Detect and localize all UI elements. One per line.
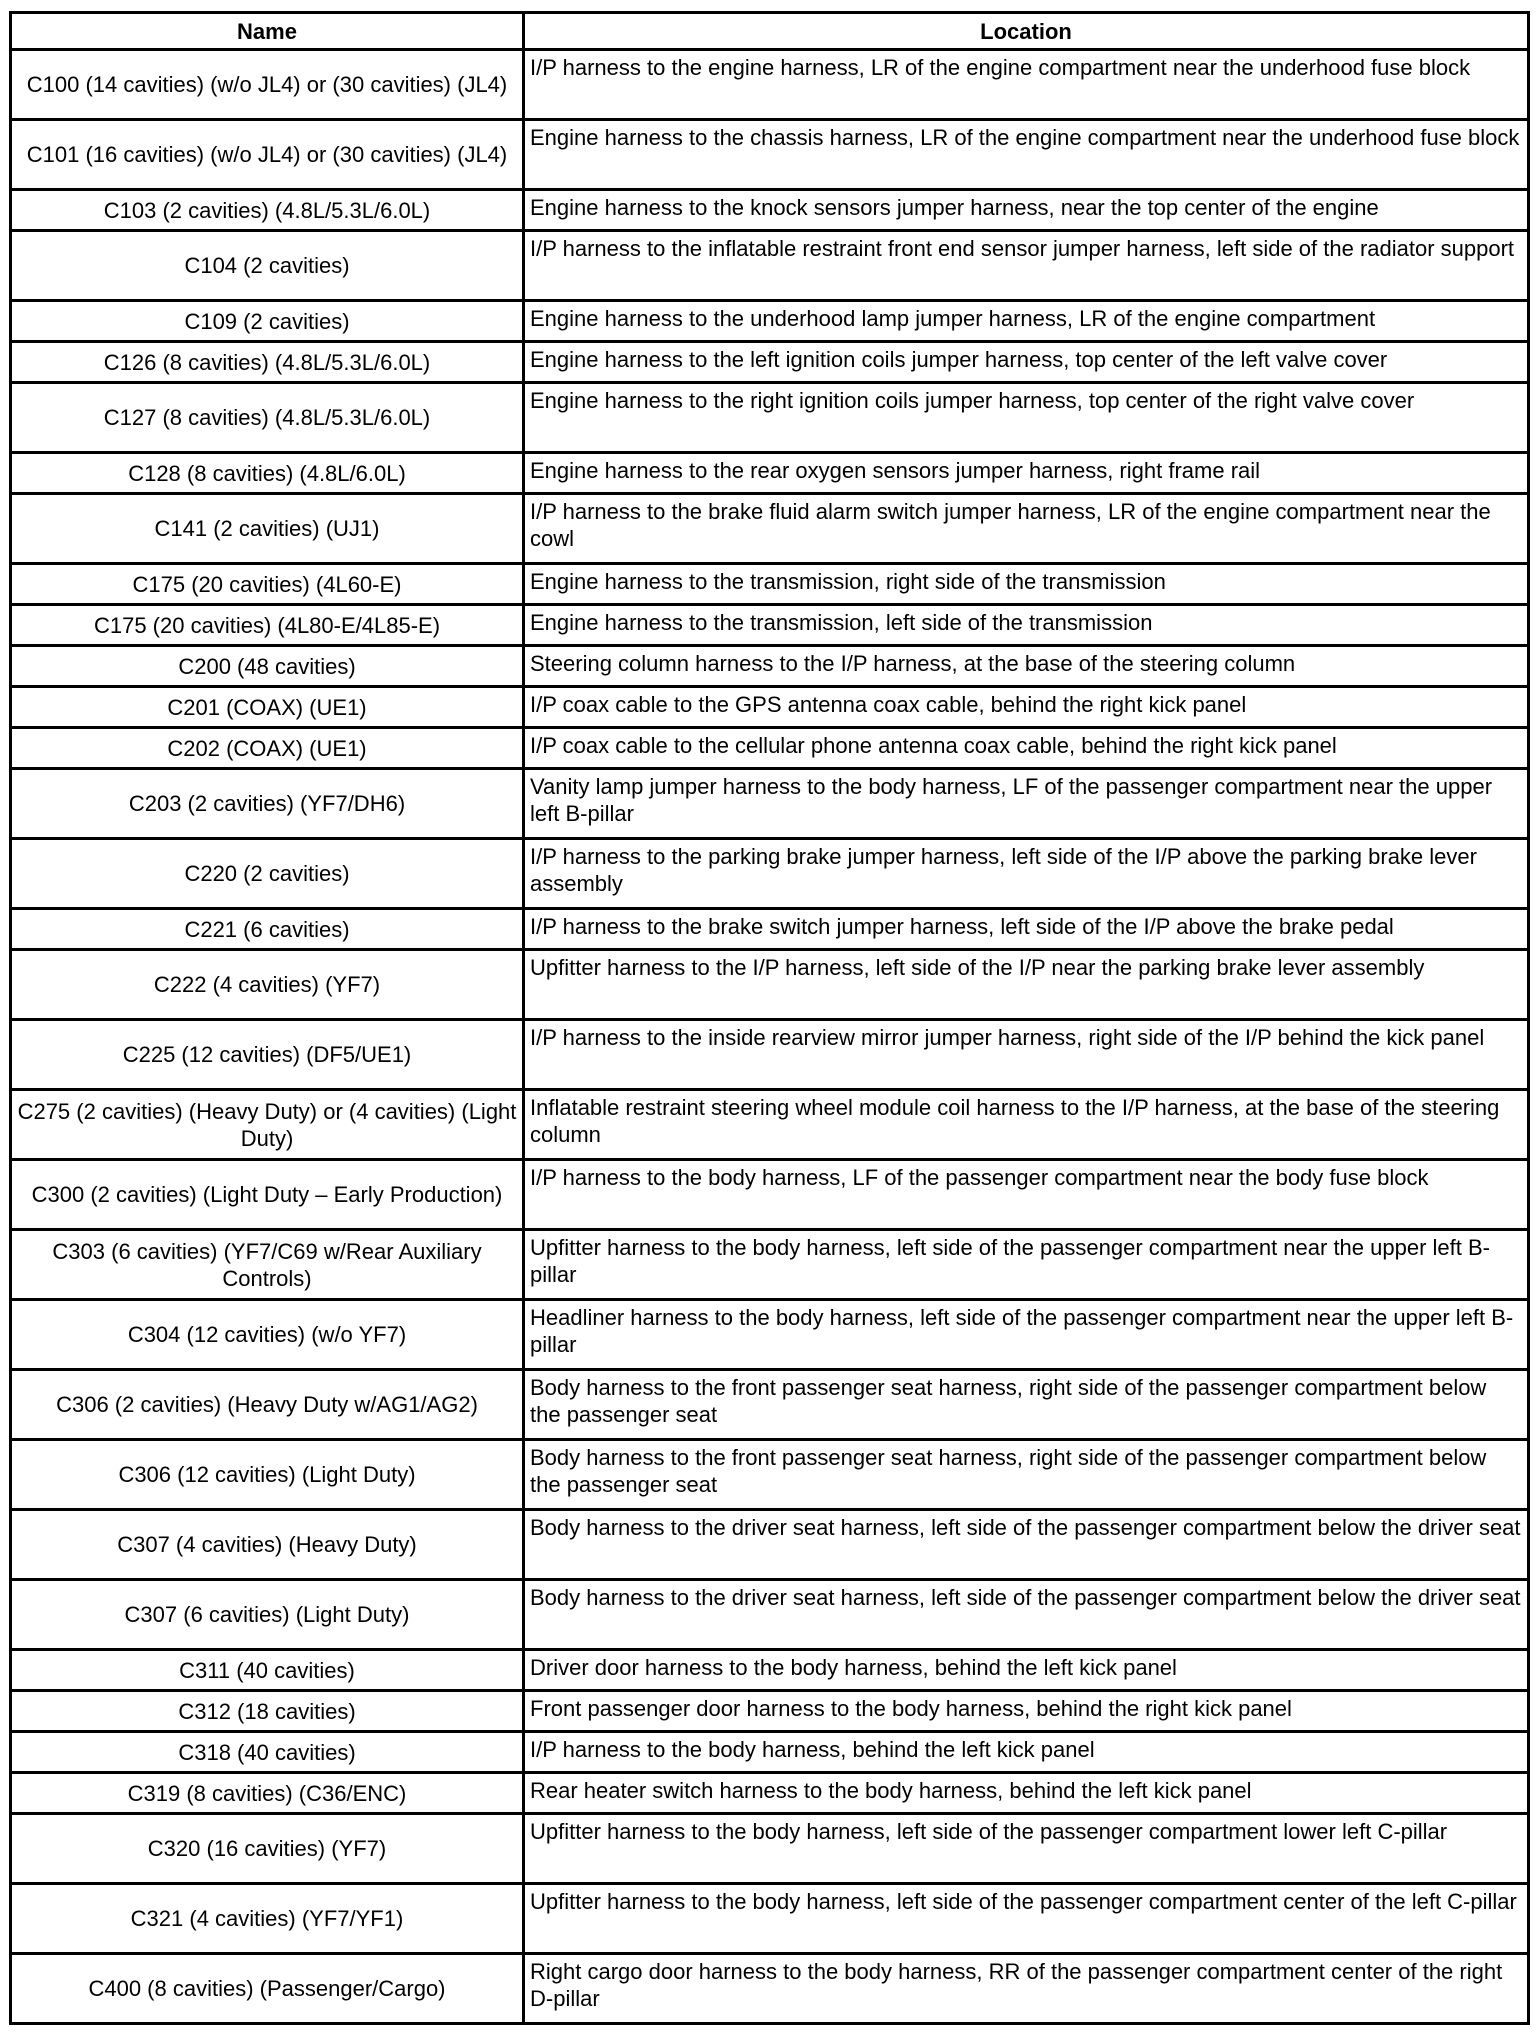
connector-name: C225 (12 cavities) (DF5/UE1)	[11, 1020, 524, 1090]
connector-name: C220 (2 cavities)	[11, 839, 524, 909]
connector-name: C275 (2 cavities) (Heavy Duty) or (4 cavities) (Light Duty)	[11, 1090, 524, 1160]
connector-location: Steering column harness to the I/P harness, at the base of the steering column	[524, 646, 1529, 687]
connector-name: C306 (12 cavities) (Light Duty)	[11, 1440, 524, 1510]
table-row	[11, 342, 1529, 383]
connector-location-page	[9, 11, 1527, 2025]
connector-name: C400 (8 cavities) (Passenger/Cargo)	[11, 1954, 524, 2024]
connector-name: C319 (8 cavities) (C36/ENC)	[11, 1773, 524, 1814]
connector-location: Upfitter harness to the body harness, left side of the passenger compartment center of the left C-pillar	[524, 1884, 1529, 1954]
table-row	[11, 839, 1529, 909]
connector-name: C103 (2 cavities) (4.8L/5.3L/6.0L)	[11, 190, 524, 231]
table-row	[11, 120, 1529, 190]
connector-name: C126 (8 cavities) (4.8L/5.3L/6.0L)	[11, 342, 524, 383]
table-row	[11, 1954, 1529, 2024]
connector-location: Engine harness to the knock sensors jumper harness, near the top center of the engine	[524, 190, 1529, 231]
connector-location: Engine harness to the underhood lamp jumper harness, LR of the engine compartment	[524, 301, 1529, 342]
connector-name: C202 (COAX) (UE1)	[11, 728, 524, 769]
connector-name: C175 (20 cavities) (4L60-E)	[11, 564, 524, 605]
connector-location: I/P harness to the brake switch jumper harness, left side of the I/P above the brake pedal	[524, 909, 1529, 950]
connector-location: I/P harness to the parking brake jumper harness, left side of the I/P above the parking brake lever assembly	[524, 839, 1529, 909]
connector-location: I/P harness to the engine harness, LR of the engine compartment near the underhood fuse block	[524, 50, 1529, 120]
connector-location: Driver door harness to the body harness, behind the left kick panel	[524, 1650, 1529, 1691]
connector-name: C200 (48 cavities)	[11, 646, 524, 687]
connector-name: C306 (2 cavities) (Heavy Duty w/AG1/AG2)	[11, 1370, 524, 1440]
connector-location: I/P harness to the inflatable restraint front end sensor jumper harness, left side of the radiator support	[524, 231, 1529, 301]
connector-location: I/P coax cable to the cellular phone antenna coax cable, behind the right kick panel	[524, 728, 1529, 769]
connector-name: C300 (2 cavities) (Light Duty – Early Production)	[11, 1160, 524, 1230]
table-row	[11, 1160, 1529, 1230]
connector-location: Engine harness to the right ignition coils jumper harness, top center of the right valve cover	[524, 383, 1529, 453]
header-name: Name	[11, 13, 524, 50]
connector-location: I/P harness to the inside rearview mirror jumper harness, right side of the I/P behind the kick panel	[524, 1020, 1529, 1090]
table-row	[11, 728, 1529, 769]
connector-location: Vanity lamp jumper harness to the body harness, LF of the passenger compartment near the upper left B-pillar	[524, 769, 1529, 839]
table-row	[11, 1020, 1529, 1090]
table-row	[11, 950, 1529, 1020]
connector-location: Body harness to the driver seat harness, left side of the passenger compartment below the driver seat	[524, 1510, 1529, 1580]
connector-name: C203 (2 cavities) (YF7/DH6)	[11, 769, 524, 839]
connector-location: I/P harness to the body harness, LF of the passenger compartment near the body fuse block	[524, 1160, 1529, 1230]
table-row	[11, 453, 1529, 494]
connector-location: Headliner harness to the body harness, left side of the passenger compartment near the upper left B-pillar	[524, 1300, 1529, 1370]
table-row	[11, 1732, 1529, 1773]
connector-location: Front passenger door harness to the body harness, behind the right kick panel	[524, 1691, 1529, 1732]
connector-location: Upfitter harness to the body harness, left side of the passenger compartment near the upper left B-pillar	[524, 1230, 1529, 1300]
connector-name: C109 (2 cavities)	[11, 301, 524, 342]
table-row	[11, 231, 1529, 301]
connector-name: C307 (6 cavities) (Light Duty)	[11, 1580, 524, 1650]
table-row	[11, 301, 1529, 342]
table-row	[11, 1370, 1529, 1440]
connector-name: C222 (4 cavities) (YF7)	[11, 950, 524, 1020]
connector-name: C311 (40 cavities)	[11, 1650, 524, 1691]
table-row	[11, 190, 1529, 231]
connector-location: I/P harness to the brake fluid alarm switch jumper harness, LR of the engine compartment near the cowl	[524, 494, 1529, 564]
connector-location-table	[9, 11, 1530, 2025]
connector-name: C128 (8 cavities) (4.8L/6.0L)	[11, 453, 524, 494]
connector-name: C303 (6 cavities) (YF7/C69 w/Rear Auxiliary Controls)	[11, 1230, 524, 1300]
table-row	[11, 383, 1529, 453]
connector-name: C201 (COAX) (UE1)	[11, 687, 524, 728]
header-location: Location	[524, 13, 1529, 50]
connector-name: C318 (40 cavities)	[11, 1732, 524, 1773]
table-row	[11, 1650, 1529, 1691]
connector-location: Body harness to the driver seat harness, left side of the passenger compartment below the driver seat	[524, 1580, 1529, 1650]
connector-location: Upfitter harness to the body harness, left side of the passenger compartment lower left C-pillar	[524, 1814, 1529, 1884]
connector-location: Rear heater switch harness to the body harness, behind the left kick panel	[524, 1773, 1529, 1814]
connector-name: C320 (16 cavities) (YF7)	[11, 1814, 524, 1884]
table-row	[11, 1884, 1529, 1954]
connector-name: C221 (6 cavities)	[11, 909, 524, 950]
table-row	[11, 1230, 1529, 1300]
table-row	[11, 1691, 1529, 1732]
table-row	[11, 50, 1529, 120]
connector-name: C175 (20 cavities) (4L80-E/4L85-E)	[11, 605, 524, 646]
connector-location: I/P coax cable to the GPS antenna coax cable, behind the right kick panel	[524, 687, 1529, 728]
connector-name: C100 (14 cavities) (w/o JL4) or (30 cavities) (JL4)	[11, 50, 524, 120]
table-row	[11, 1090, 1529, 1160]
connector-location: Body harness to the front passenger seat harness, right side of the passenger compartment below the passenger seat	[524, 1440, 1529, 1510]
connector-location: Engine harness to the left ignition coils jumper harness, top center of the left valve cover	[524, 342, 1529, 383]
connector-location: Upfitter harness to the I/P harness, left side of the I/P near the parking brake lever assembly	[524, 950, 1529, 1020]
table-row	[11, 494, 1529, 564]
table-row	[11, 687, 1529, 728]
table-row	[11, 1300, 1529, 1370]
table-row	[11, 909, 1529, 950]
connector-location: Engine harness to the chassis harness, LR of the engine compartment near the underhood fuse block	[524, 120, 1529, 190]
connector-location: Engine harness to the transmission, right side of the transmission	[524, 564, 1529, 605]
connector-name: C127 (8 cavities) (4.8L/5.3L/6.0L)	[11, 383, 524, 453]
table-header-row	[11, 13, 1529, 50]
table-row	[11, 1773, 1529, 1814]
table-row	[11, 605, 1529, 646]
table-row	[11, 1510, 1529, 1580]
table-row	[11, 769, 1529, 839]
connector-name: C141 (2 cavities) (UJ1)	[11, 494, 524, 564]
table-row	[11, 646, 1529, 687]
connector-name: C304 (12 cavities) (w/o YF7)	[11, 1300, 524, 1370]
connector-location: Engine harness to the rear oxygen sensors jumper harness, right frame rail	[524, 453, 1529, 494]
connector-location: I/P harness to the body harness, behind the left kick panel	[524, 1732, 1529, 1773]
connector-location: Right cargo door harness to the body harness, RR of the passenger compartment center of the right D-pillar	[524, 1954, 1529, 2024]
connector-name: C104 (2 cavities)	[11, 231, 524, 301]
table-row	[11, 1580, 1529, 1650]
connector-name: C307 (4 cavities) (Heavy Duty)	[11, 1510, 524, 1580]
table-row	[11, 1814, 1529, 1884]
connector-location: Body harness to the front passenger seat harness, right side of the passenger compartment below the passenger seat	[524, 1370, 1529, 1440]
table-row	[11, 1440, 1529, 1510]
connector-name: C101 (16 cavities) (w/o JL4) or (30 cavities) (JL4)	[11, 120, 524, 190]
connector-name: C321 (4 cavities) (YF7/YF1)	[11, 1884, 524, 1954]
connector-location: Inflatable restraint steering wheel module coil harness to the I/P harness, at the base of the steering column	[524, 1090, 1529, 1160]
connector-name: C312 (18 cavities)	[11, 1691, 524, 1732]
connector-location: Engine harness to the transmission, left side of the transmission	[524, 605, 1529, 646]
table-row	[11, 564, 1529, 605]
